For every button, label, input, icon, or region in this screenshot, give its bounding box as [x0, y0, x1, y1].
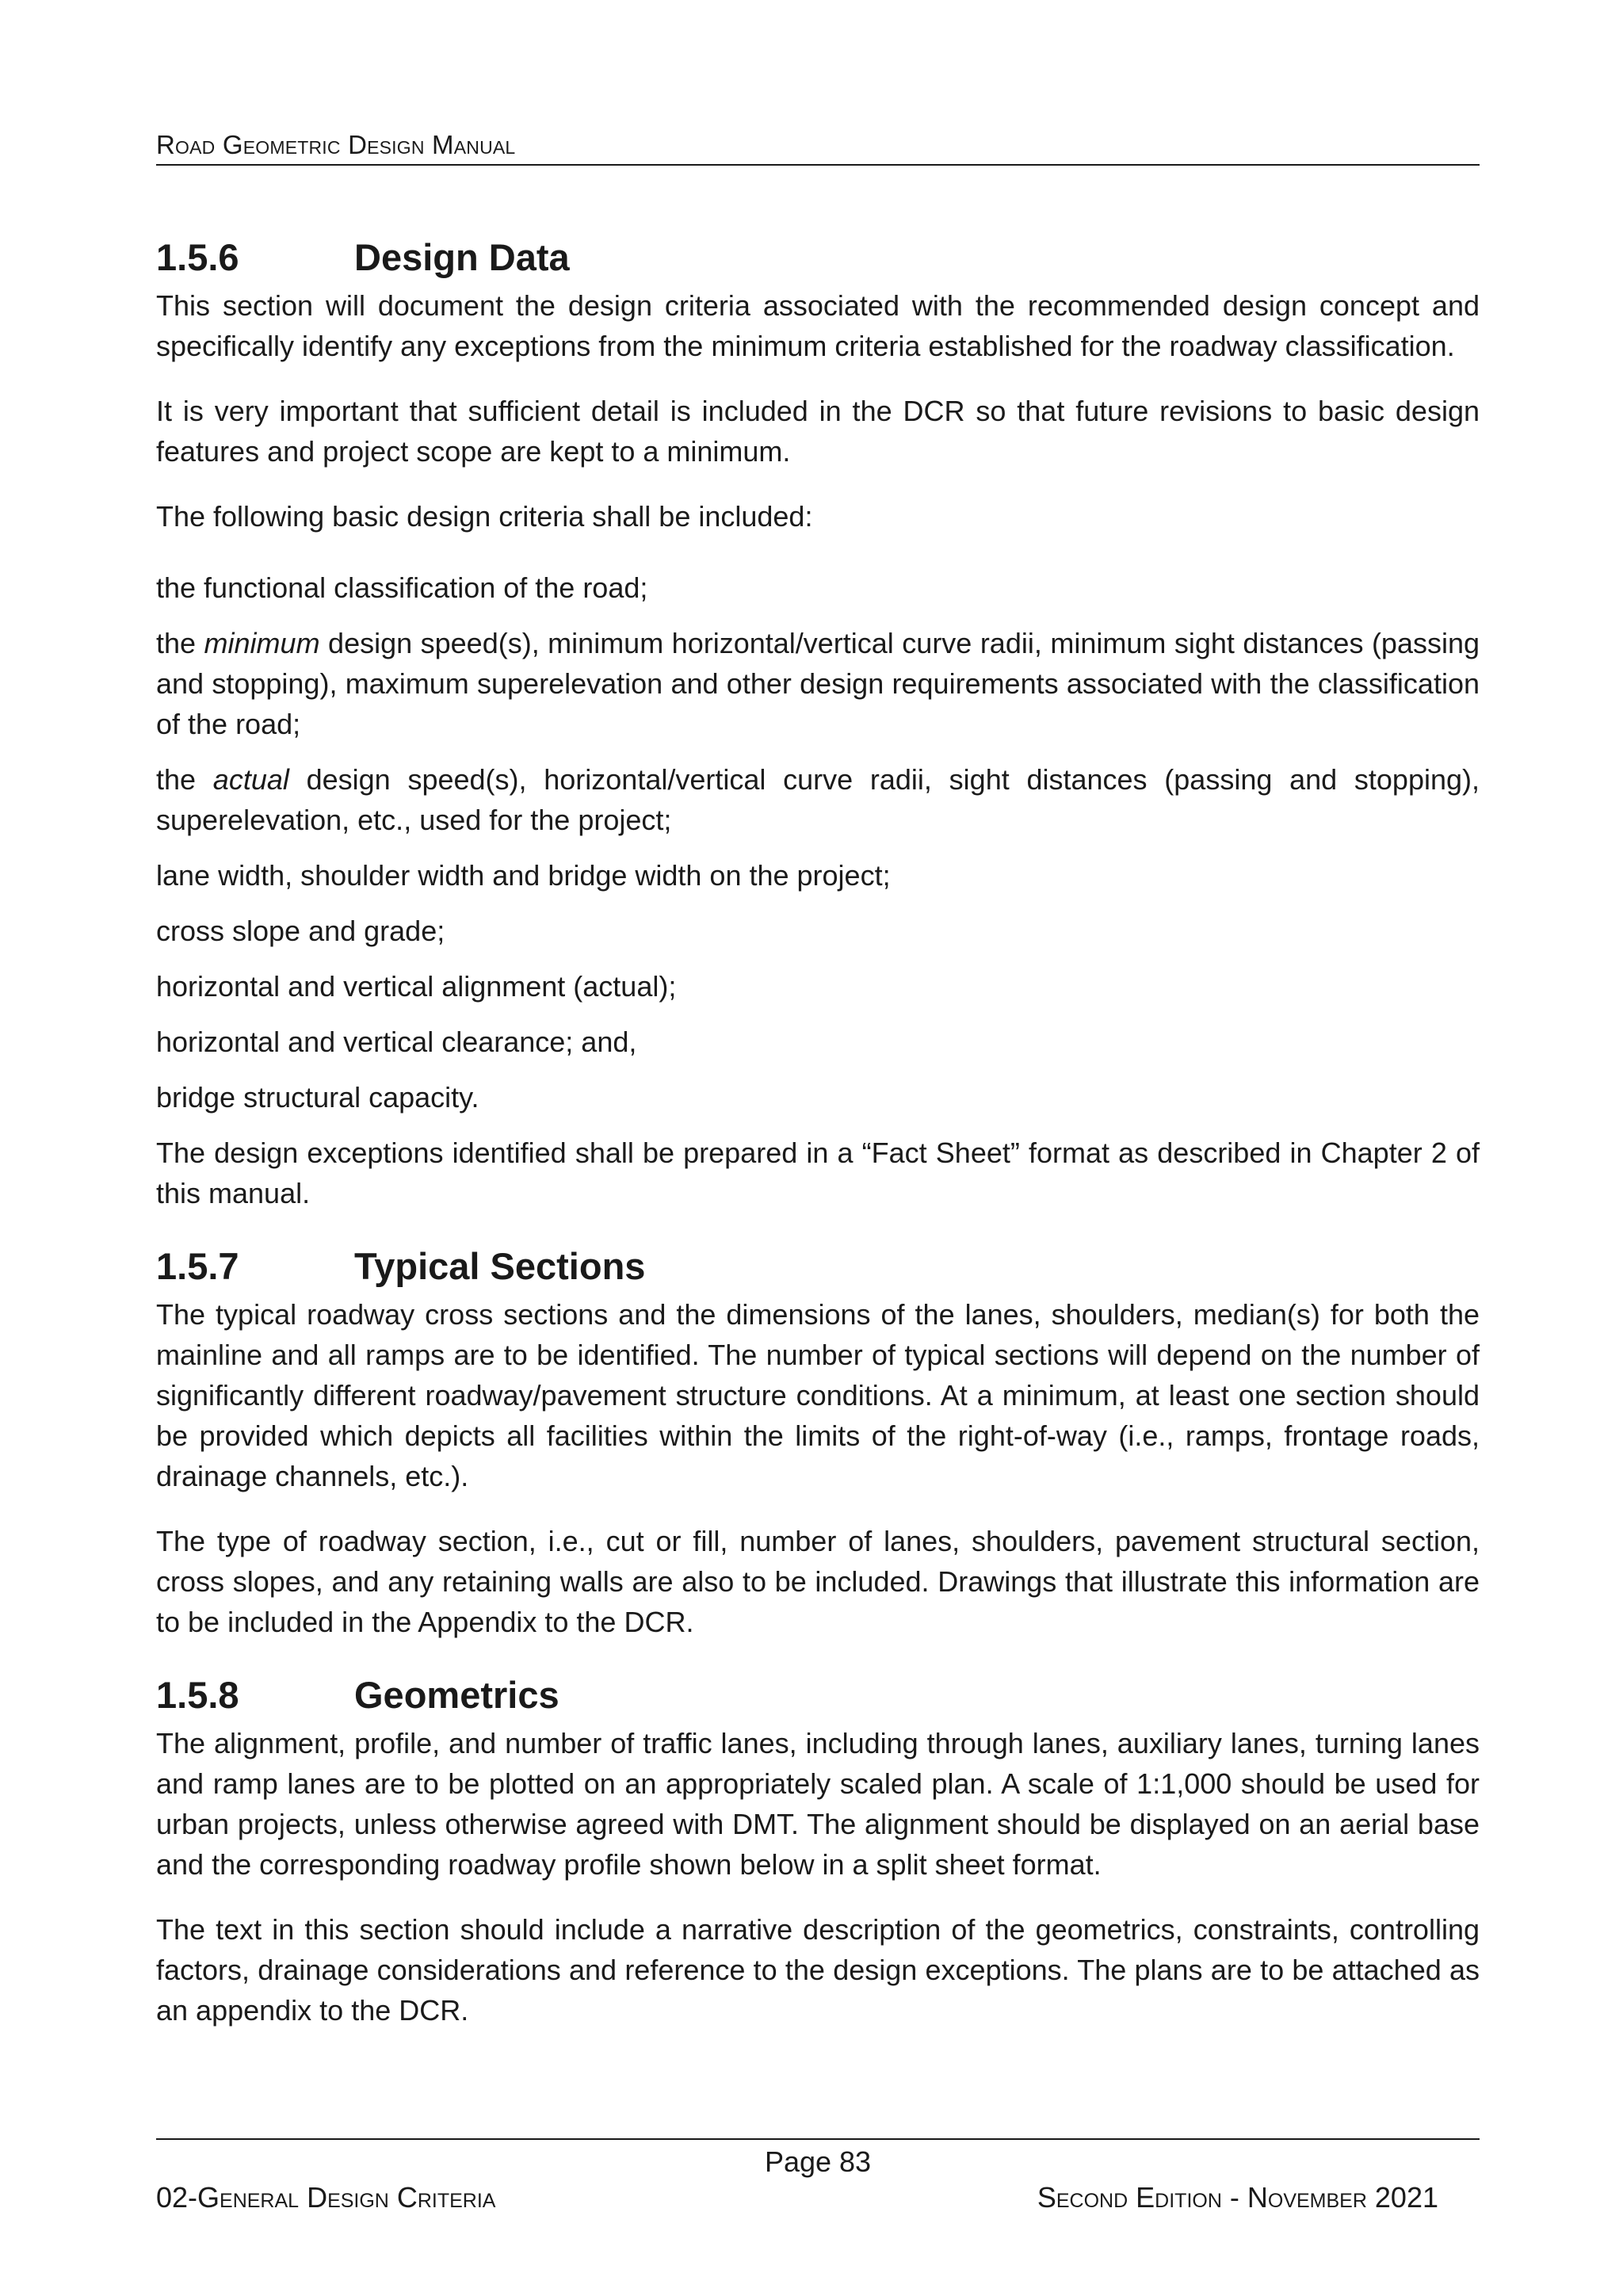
criteria-text: design speed(s), horizontal/vertical curve radii, sight distances (passing and stopping), superelevation, etc., used for the project;	[156, 763, 1480, 836]
typical-sections-body	[156, 1294, 1480, 1642]
criteria-item: cross slope and grade;	[156, 915, 445, 947]
criteria-text: design speed(s), minimum horizontal/vertical curve radii, minimum sight distances (passing and stopping), maximum superelevation and other design requirements associated with the classification of the road;	[156, 627, 1480, 740]
criteria-item	[156, 623, 1480, 744]
running-header: Road Geometric Design Manual	[156, 130, 516, 159]
design-data-intro	[156, 285, 1480, 537]
footer-edition: Second Edition - November 2021	[1037, 2181, 1438, 2214]
document-page	[156, 0, 1480, 2296]
section-heading-1-5-6	[156, 230, 1480, 285]
section-title: Design Data	[354, 236, 570, 278]
criteria-text: the	[156, 763, 213, 796]
criteria-emphasis: actual	[212, 763, 289, 796]
criteria-emphasis: minimum	[204, 627, 320, 659]
header-rule	[156, 164, 1480, 166]
section-number: 1.5.6	[156, 236, 239, 278]
section-number: 1.5.7	[156, 1245, 239, 1287]
criteria-item: horizontal and vertical clearance; and,	[156, 1026, 637, 1058]
paragraph: The type of roadway section, i.e., cut or fill, number of lanes, shoulders, pavement structural section, cross slopes, and any retaining walls are also to be included. Drawings that illustrate this information are to be included in the Appendix to the DCR.	[156, 1525, 1480, 1638]
criteria-item: horizontal and vertical alignment (actual);	[156, 970, 677, 1003]
design-criteria-list	[156, 567, 1480, 1213]
paragraph: The typical roadway cross sections and the dimensions of the lanes, shoulders, median(s) for both the mainline and all ramps are to be identified. The number of typical sections will depend on the number of significantly different roadway/pavement structure conditions. At a minimum, at least one section should be provided which depicts all facilities within the limits of the right-of-way (i.e., ramps, frontage roads, drainage channels, etc.).	[156, 1298, 1480, 1492]
criteria-item: bridge structural capacity.	[156, 1081, 479, 1114]
section-number: 1.5.8	[156, 1674, 239, 1716]
section-heading-1-5-8	[156, 1668, 1480, 1723]
geometrics-body	[156, 1723, 1480, 2030]
page-content	[156, 230, 1480, 2030]
criteria-item: The design exceptions identified shall be prepared in a “Fact Sheet” format as described in Chapter 2 of this manual.	[156, 1137, 1480, 1209]
section-title: Geometrics	[354, 1674, 559, 1716]
paragraph: This section will document the design criteria associated with the recommended design concept and specifically identify any exceptions from the minimum criteria established for the roadway classification.	[156, 289, 1480, 362]
criteria-item: lane width, shoulder width and bridge width on the project;	[156, 859, 891, 892]
section-title: Typical Sections	[354, 1245, 646, 1287]
criteria-text: the	[156, 627, 204, 659]
paragraph: The following basic design criteria shall be included:	[156, 500, 813, 533]
criteria-item	[156, 759, 1480, 840]
section-heading-1-5-7	[156, 1239, 1480, 1294]
paragraph: The text in this section should include a narrative description of the geometrics, constraints, controlling factors, drainage considerations and reference to the design exceptions. The plans are to be attached as an appendix to the DCR.	[156, 1913, 1480, 2027]
paragraph: The alignment, profile, and number of traffic lanes, including through lanes, auxiliary lanes, turning lanes and ramp lanes are to be plotted on an appropriately scaled plan. A scale of 1:1,000 should be used for urban projects, unless otherwise agreed with DMT. The alignment should be displayed on an aerial base and the corresponding roadway profile shown below in a split sheet format.	[156, 1727, 1480, 1881]
criteria-item: the functional classification of the road;	[156, 571, 648, 604]
page-number: Page 83	[764, 2145, 872, 2178]
footer-chapter: 02-General Design Criteria	[156, 2181, 496, 2214]
paragraph: It is very important that sufficient detail is included in the DCR so that future revisions to basic design features and project scope are kept to a minimum.	[156, 395, 1480, 468]
